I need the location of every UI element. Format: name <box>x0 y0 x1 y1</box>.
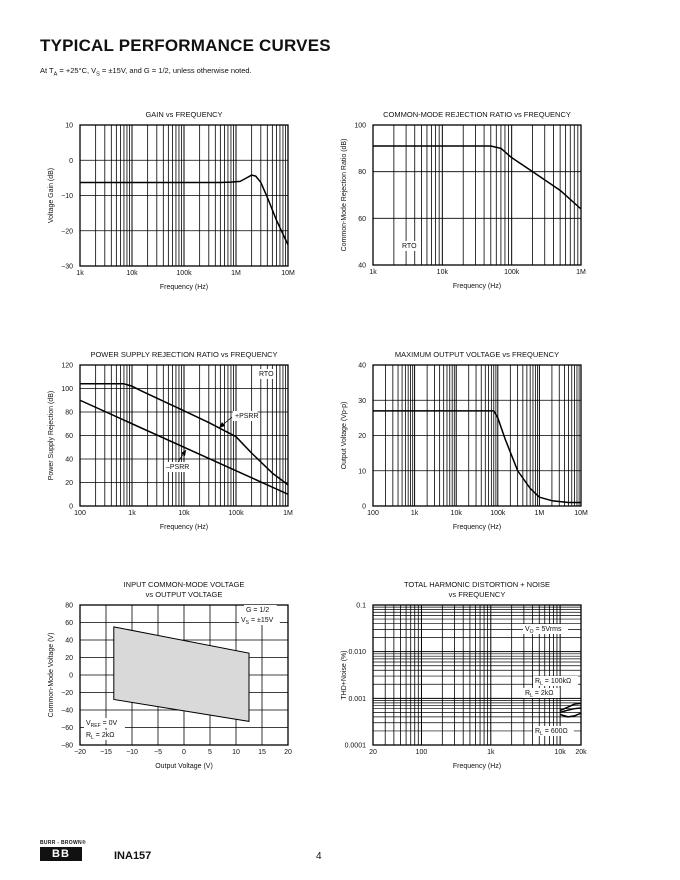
x-tick-label: −20 <box>74 749 86 756</box>
x-axis-label: Frequency (Hz) <box>452 763 502 770</box>
y-tick-label: 60 <box>358 215 366 223</box>
x-tick-label: 10M <box>281 270 295 277</box>
y-tick-label: 0 <box>69 157 73 165</box>
burr-brown-logo: BURR - BROWN® BB <box>40 840 86 860</box>
annotation-label: +PSRR <box>235 413 259 420</box>
x-tick-label: 100 <box>74 510 86 517</box>
y-tick-label: 80 <box>65 602 73 610</box>
y-tick-label: 120 <box>61 362 73 370</box>
x-tick-label: 20k <box>575 749 587 756</box>
x-tick-label: 20 <box>369 749 377 756</box>
x-tick-label: 1M <box>576 269 586 276</box>
x-axis-label: Frequency (Hz) <box>452 524 502 531</box>
y-axis-label: Common-Mode Rejection Ratio (dB) <box>341 138 348 252</box>
x-axis-label: Output Voltage (V) <box>155 763 213 770</box>
x-tick-label: 100 <box>415 749 428 756</box>
y-tick-label: 10 <box>358 468 366 476</box>
chart-title: COMMON-MODE REJECTION RATIO vs FREQUENCY <box>383 110 571 119</box>
y-axis-label: Power Supply Rejection (dB) <box>48 390 55 481</box>
series-line <box>560 713 581 717</box>
x-axis-label: Frequency (Hz) <box>159 284 209 291</box>
x-tick-label: 1M <box>231 270 241 277</box>
annotation-label: $V_O$ = 5Vrms <box>525 626 562 635</box>
y-tick-label: −30 <box>61 263 73 271</box>
y-tick-label: −80 <box>61 742 73 750</box>
x-tick-label: 10k <box>554 749 566 756</box>
y-tick-label: 40 <box>65 637 73 645</box>
x-tick-label: 1k <box>487 749 495 756</box>
y-tick-label: −20 <box>61 228 73 236</box>
y-tick-label: −20 <box>61 690 73 697</box>
part-number: INA157 <box>114 850 152 862</box>
y-tick-label: 80 <box>65 409 73 417</box>
y-tick-label: 0.010 <box>348 649 366 657</box>
chart-subtitle: vs FREQUENCY <box>448 590 506 599</box>
test-conditions: At $T_A = +25^\circ C$, $V_S = \pm 15V$, and G = 1/2, unless otherwise noted. <box>40 66 252 78</box>
chart-title: GAIN vs FREQUENCY <box>145 110 223 119</box>
x-tick-label: 100k <box>504 269 520 276</box>
y-tick-label: 30 <box>358 397 366 405</box>
y-tick-label: 40 <box>358 362 366 370</box>
y-tick-label: 0 <box>69 672 73 680</box>
x-tick-label: 15 <box>258 749 266 756</box>
page-number: 4 <box>316 851 322 862</box>
x-tick-label: 10k <box>436 269 448 276</box>
y-tick-label: −60 <box>61 725 73 732</box>
y-tick-label: 0.001 <box>348 695 366 703</box>
x-axis-label: Frequency (Hz) <box>159 524 209 531</box>
x-tick-label: 5 <box>208 749 212 756</box>
x-tick-label: 1k <box>76 270 84 277</box>
y-axis-label: Output Voltage (Vp-p) <box>341 401 348 470</box>
y-tick-label: 20 <box>65 655 73 662</box>
y-tick-label: 40 <box>65 456 73 464</box>
x-tick-label: 1k <box>410 510 419 517</box>
y-tick-label: 0.0001 <box>344 742 366 750</box>
chart-title: POWER SUPPLY REJECTION RATIO vs FREQUENCY <box>90 350 278 359</box>
y-axis-label: THD+Noise (%) <box>341 650 348 700</box>
y-tick-label: 0 <box>362 503 366 511</box>
x-tick-label: 20 <box>284 749 292 756</box>
x-tick-label: 100k <box>176 270 192 277</box>
y-tick-label: 0.1 <box>356 602 366 610</box>
y-tick-label: 20 <box>358 433 366 440</box>
annotation-label: RTO <box>402 243 417 250</box>
y-tick-label: −40 <box>61 707 73 715</box>
x-tick-label: 100k <box>490 510 506 517</box>
y-tick-label: 80 <box>358 169 366 177</box>
chart-title: TOTAL HARMONIC DISTORTION + NOISE <box>403 580 551 589</box>
x-tick-label: −15 <box>100 749 112 756</box>
annotation-label: G = 1/2 <box>246 607 270 614</box>
annotation-label: RTO <box>259 371 274 378</box>
x-tick-label: 100 <box>367 510 379 517</box>
x-tick-label: 10M <box>574 510 588 517</box>
x-axis-label: Frequency (Hz) <box>452 283 502 290</box>
y-tick-label: 40 <box>358 262 366 270</box>
y-tick-label: 0 <box>69 503 73 511</box>
x-tick-label: 1k <box>369 269 377 276</box>
chart-title: MAXIMUM OUTPUT VOLTAGE vs FREQUENCY <box>394 350 560 359</box>
annotation-label: $R_L = 2k\Omega$ <box>86 732 115 741</box>
x-tick-label: 10k <box>126 270 138 277</box>
x-tick-label: 1M <box>283 510 293 517</box>
annotation-label: $V_S = \pm 15V$ <box>241 617 274 626</box>
y-axis-label: Common-Mode Voltage (V) <box>48 632 55 718</box>
y-tick-label: 60 <box>65 433 73 440</box>
x-tick-label: 1k <box>128 510 136 517</box>
annotation-label: $V_{REF} = 0V$ <box>86 720 118 729</box>
x-tick-label: 10k <box>178 510 190 517</box>
x-tick-label: −5 <box>154 749 162 756</box>
chart-title: INPUT COMMON-MODE VOLTAGE <box>123 580 245 589</box>
annotation-label: $R_L = 600\Omega$ <box>535 728 568 737</box>
y-tick-label: 20 <box>65 480 73 487</box>
annotation-label: –PSRR <box>166 464 190 471</box>
y-tick-label: 100 <box>61 386 73 393</box>
chart-subtitle: vs OUTPUT VOLTAGE <box>145 590 223 599</box>
page-title: TYPICAL PERFORMANCE CURVES <box>40 36 331 55</box>
y-axis-label: Voltage Gain (dB) <box>48 167 55 224</box>
y-tick-label: 10 <box>65 122 73 130</box>
y-tick-label: 60 <box>65 620 73 627</box>
y-tick-label: −10 <box>61 193 73 200</box>
x-tick-label: −10 <box>126 749 138 756</box>
annotation-label: $R_L = 2k\Omega$ <box>525 690 554 699</box>
x-tick-label: 100k <box>228 510 244 517</box>
x-tick-label: 10k <box>450 510 462 517</box>
x-tick-label: 10 <box>232 749 240 756</box>
x-tick-label: 0 <box>182 749 186 756</box>
x-tick-label: 1M <box>534 510 545 517</box>
y-tick-label: 100 <box>354 122 366 130</box>
annotation-label: $R_L = 100k\Omega$ <box>535 678 572 687</box>
